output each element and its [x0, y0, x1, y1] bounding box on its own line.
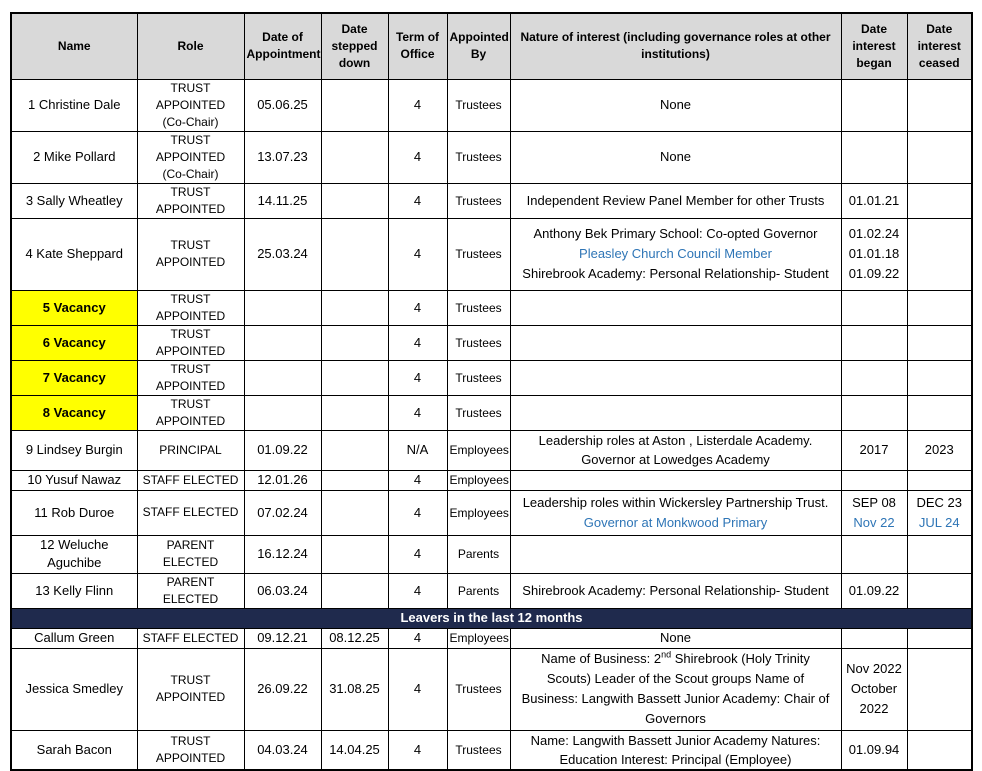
table-row — [11, 325, 972, 360]
interest-ceased — [907, 648, 972, 730]
table-row — [11, 535, 972, 573]
table-row — [11, 395, 972, 430]
interest-ceased — [907, 290, 972, 325]
col-header-interest: Nature of interest (including governance roles at other institutions) — [510, 13, 841, 79]
appointed-by: Trustees — [447, 395, 510, 430]
appointed-by: Trustees — [447, 730, 510, 770]
col-header-date-stepped-down: Date stepped down — [321, 13, 388, 79]
interest — [510, 470, 841, 490]
interest-began: 01.01.21 — [841, 183, 907, 218]
interest-began: 01.09.22 — [841, 573, 907, 608]
interest: None — [510, 628, 841, 648]
date-stepped-down — [321, 470, 388, 490]
interest-began — [841, 360, 907, 395]
interest — [510, 430, 841, 470]
term: 4 — [388, 628, 447, 648]
member-role: TRUST APPOINTED — [137, 183, 244, 218]
member-role: TRUST APPOINTED — [137, 218, 244, 290]
date-appointment — [244, 325, 321, 360]
interest — [510, 490, 841, 535]
date-stepped-down — [321, 79, 388, 131]
name-line: 12 Weluche — [40, 537, 109, 552]
term: 4 — [388, 490, 447, 535]
date-appointment: 05.06.25 — [244, 79, 321, 131]
term: 4 — [388, 535, 447, 573]
interest-ceased — [907, 183, 972, 218]
table-row — [11, 730, 972, 770]
interest-began — [841, 490, 907, 535]
date-stepped-down — [321, 218, 388, 290]
term: 4 — [388, 648, 447, 730]
date-stepped-down — [321, 183, 388, 218]
term: 4 — [388, 730, 447, 770]
table-row — [11, 573, 972, 608]
interest-superscript: nd — [661, 649, 672, 660]
member-name: 11 Rob Duroe — [11, 490, 137, 535]
table-row — [11, 430, 972, 470]
date-stepped-down: 31.08.25 — [321, 648, 388, 730]
member-role: STAFF ELECTED — [137, 490, 244, 535]
interest-line: Pleasley Church Council Member — [579, 246, 772, 261]
interest-began — [841, 535, 907, 573]
member-name: 6 Vacancy — [11, 325, 137, 360]
interest-began — [841, 218, 907, 290]
interest-line: Leadership roles within Wickersley Partnership Trust. — [522, 494, 829, 510]
appointed-by: Trustees — [447, 360, 510, 395]
section-title: Leavers in the last 12 months — [11, 608, 972, 628]
date-appointment: 26.09.22 — [244, 648, 321, 730]
date-stepped-down — [321, 325, 388, 360]
member-role: PARENT ELECTED — [137, 573, 244, 608]
member-role — [137, 131, 244, 183]
term: 4 — [388, 218, 447, 290]
interest-line: Shirebrook Academy: Personal Relationship- Student — [522, 266, 829, 281]
role-line: (Co-Chair) — [162, 166, 219, 181]
member-name: 13 Kelly Flinn — [11, 573, 137, 608]
interest-line: Name: Langwith Bassett Junior Academy Natures: — [530, 732, 821, 748]
col-header-term: Term of Office — [388, 13, 447, 79]
interest-line: Governor at Monkwood Primary — [583, 514, 768, 530]
interest-line: Education Interest: Principal (Employee) — [559, 751, 792, 767]
began-line: 01.01.18 — [848, 246, 900, 261]
col-header-interest-began: Date interest began — [841, 13, 907, 79]
began-line: 01.02.24 — [848, 226, 900, 241]
header-row — [11, 13, 972, 79]
role-line: TRUST APPOINTED — [155, 132, 226, 164]
appointed-by: Employees — [447, 490, 510, 535]
date-appointment: 09.12.21 — [244, 628, 321, 648]
term: 4 — [388, 470, 447, 490]
interest-ceased — [907, 325, 972, 360]
member-role: TRUST APPOINTED — [137, 325, 244, 360]
table-row — [11, 360, 972, 395]
appointed-by: Employees — [447, 628, 510, 648]
appointed-by: Trustees — [447, 648, 510, 730]
member-name: 9 Lindsey Burgin — [11, 430, 137, 470]
interest-ceased — [907, 535, 972, 573]
col-header-name: Name — [11, 13, 137, 79]
appointed-by: Employees — [447, 470, 510, 490]
date-appointment: 13.07.23 — [244, 131, 321, 183]
interest-began — [841, 290, 907, 325]
table-row — [11, 470, 972, 490]
term: 4 — [388, 573, 447, 608]
date-appointment: 16.12.24 — [244, 535, 321, 573]
appointed-by: Trustees — [447, 325, 510, 360]
interest-ceased — [907, 573, 972, 608]
interest-began: 01.09.94 — [841, 730, 907, 770]
interest: Independent Review Panel Member for other Trusts — [510, 183, 841, 218]
member-name: 10 Yusuf Nawaz — [11, 470, 137, 490]
name-line: Aguchibe — [47, 555, 102, 570]
col-header-date-appointment: Date of Appointment — [244, 13, 321, 79]
member-role: STAFF ELECTED — [137, 470, 244, 490]
member-name: 5 Vacancy — [11, 290, 137, 325]
ceased-line: DEC 23 — [916, 494, 963, 510]
member-role: TRUST APPOINTED — [137, 290, 244, 325]
interest-began — [841, 131, 907, 183]
date-appointment: 01.09.22 — [244, 430, 321, 470]
member-name: 8 Vacancy — [11, 395, 137, 430]
appointed-by: Trustees — [447, 79, 510, 131]
interest-ceased — [907, 628, 972, 648]
term: 4 — [388, 290, 447, 325]
table-row — [11, 218, 972, 290]
interest-ceased — [907, 218, 972, 290]
interest-began: 2017 — [841, 430, 907, 470]
date-appointment: 07.02.24 — [244, 490, 321, 535]
interest: Shirebrook Academy: Personal Relationship- Student — [510, 573, 841, 608]
interest-line: Anthony Bek Primary School: Co-opted Governor — [533, 226, 818, 241]
table-row — [11, 183, 972, 218]
term: 4 — [388, 183, 447, 218]
member-name: 2 Mike Pollard — [11, 131, 137, 183]
table-row — [11, 79, 972, 131]
ceased-line: JUL 24 — [918, 514, 960, 530]
began-line: Nov 22 — [853, 514, 895, 530]
interest-line: Governor at Lowedges Academy — [581, 452, 770, 467]
began-line: 01.09.22 — [848, 266, 900, 281]
interest — [510, 360, 841, 395]
date-stepped-down — [321, 573, 388, 608]
term: 4 — [388, 131, 447, 183]
interest — [510, 325, 841, 360]
member-name: Jessica Smedley — [11, 648, 137, 730]
table-row — [11, 648, 972, 730]
interest — [510, 730, 841, 770]
interest-text: Shirebrook (Holy Trinity Scouts) Leader of the Scout groups Name of Business: Langwith Bassett Junior Academy: Chair of Governors — [521, 651, 830, 726]
date-appointment: 12.01.26 — [244, 470, 321, 490]
interest-ceased — [907, 131, 972, 183]
interest: None — [510, 79, 841, 131]
role-line: TRUST APPOINTED — [155, 80, 226, 112]
date-stepped-down: 14.04.25 — [321, 730, 388, 770]
col-header-interest-ceased: Date interest ceased — [907, 13, 972, 79]
date-stepped-down — [321, 430, 388, 470]
term: 4 — [388, 360, 447, 395]
date-appointment — [244, 395, 321, 430]
member-role: TRUST APPOINTED — [137, 360, 244, 395]
date-appointment: 04.03.24 — [244, 730, 321, 770]
date-appointment: 06.03.24 — [244, 573, 321, 608]
interest — [510, 535, 841, 573]
member-role: TRUST APPOINTED — [137, 730, 244, 770]
col-header-appointed-by: Appointed By — [447, 13, 510, 79]
section-header-row — [11, 608, 972, 628]
interest — [510, 290, 841, 325]
interest — [510, 648, 841, 730]
interest-began — [841, 325, 907, 360]
interest-ceased — [907, 360, 972, 395]
began-line: SEP 08 — [852, 494, 896, 510]
term: 4 — [388, 325, 447, 360]
date-stepped-down — [321, 490, 388, 535]
interest-ceased — [907, 490, 972, 535]
interest-began — [841, 470, 907, 490]
interest-began — [841, 395, 907, 430]
appointed-by: Employees — [447, 430, 510, 470]
interest-ceased — [907, 730, 972, 770]
member-role: STAFF ELECTED — [137, 628, 244, 648]
interest-ceased — [907, 395, 972, 430]
term: 4 — [388, 79, 447, 131]
appointed-by: Trustees — [447, 290, 510, 325]
interest-began — [841, 648, 907, 730]
appointed-by: Trustees — [447, 218, 510, 290]
appointed-by: Parents — [447, 573, 510, 608]
member-role — [137, 79, 244, 131]
appointed-by: Trustees — [447, 183, 510, 218]
interest-ceased: 2023 — [907, 430, 972, 470]
interest: None — [510, 131, 841, 183]
term: N/A — [388, 430, 447, 470]
member-name: 4 Kate Sheppard — [11, 218, 137, 290]
table-row — [11, 628, 972, 648]
table-row — [11, 131, 972, 183]
member-role: TRUST APPOINTED — [137, 648, 244, 730]
member-role: PARENT ELECTED — [137, 535, 244, 573]
began-line: October 2022 — [850, 681, 898, 716]
term: 4 — [388, 395, 447, 430]
date-appointment — [244, 360, 321, 395]
member-name: 1 Christine Dale — [11, 79, 137, 131]
interest-began — [841, 79, 907, 131]
member-name: Sarah Bacon — [11, 730, 137, 770]
began-line: Nov 2022 — [846, 661, 902, 676]
appointed-by: Trustees — [447, 131, 510, 183]
interest-ceased — [907, 470, 972, 490]
member-role: TRUST APPOINTED — [137, 395, 244, 430]
governance-register-table — [10, 12, 973, 771]
date-stepped-down — [321, 360, 388, 395]
col-header-role: Role — [137, 13, 244, 79]
interest-ceased — [907, 79, 972, 131]
appointed-by: Parents — [447, 535, 510, 573]
date-stepped-down — [321, 395, 388, 430]
date-appointment: 25.03.24 — [244, 218, 321, 290]
member-name — [11, 535, 137, 573]
date-stepped-down — [321, 535, 388, 573]
date-appointment: 14.11.25 — [244, 183, 321, 218]
date-stepped-down: 08.12.25 — [321, 628, 388, 648]
date-stepped-down — [321, 290, 388, 325]
member-name: Callum Green — [11, 628, 137, 648]
role-line: (Co-Chair) — [162, 114, 219, 129]
member-name: 7 Vacancy — [11, 360, 137, 395]
member-name: 3 Sally Wheatley — [11, 183, 137, 218]
table-row — [11, 490, 972, 535]
interest — [510, 395, 841, 430]
date-stepped-down — [321, 131, 388, 183]
member-role: PRINCIPAL — [137, 430, 244, 470]
table-row — [11, 290, 972, 325]
interest-line: Leadership roles at Aston , Listerdale Academy. — [538, 433, 813, 448]
interest-text: Name of Business: 2 — [541, 651, 662, 666]
interest-began — [841, 628, 907, 648]
date-appointment — [244, 290, 321, 325]
interest — [510, 218, 841, 290]
